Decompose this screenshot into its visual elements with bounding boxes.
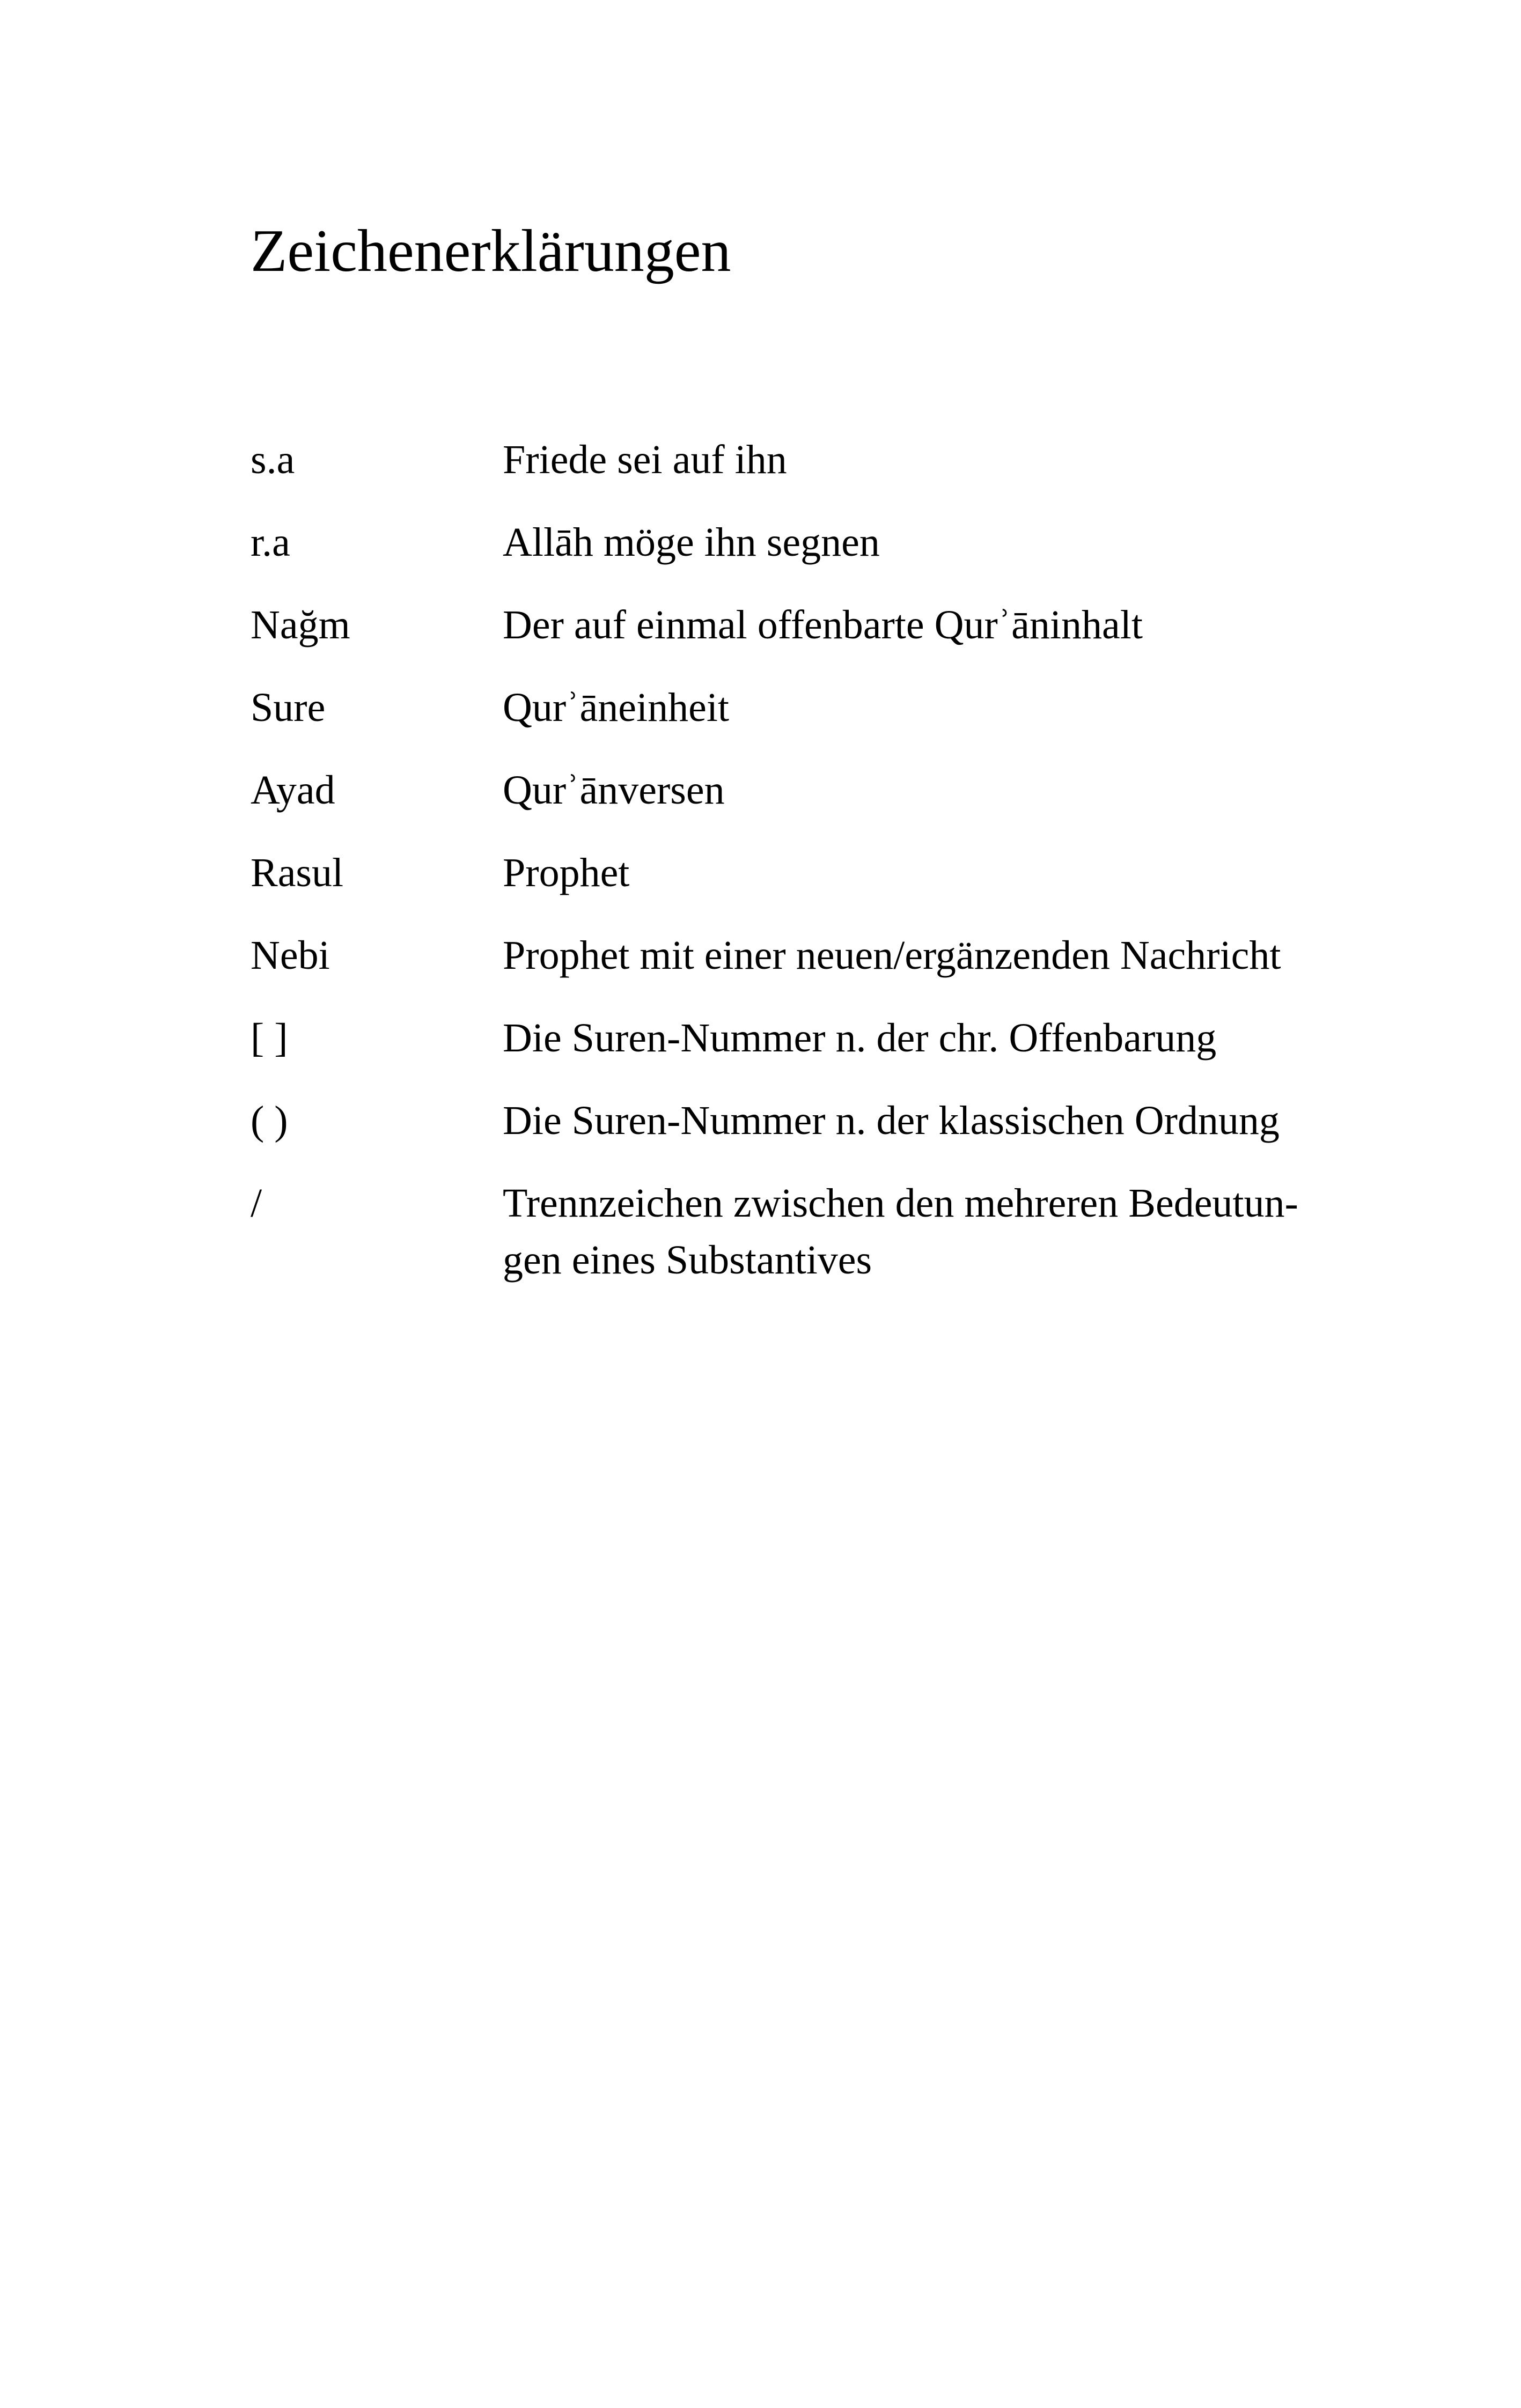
legend-description: Der auf einmal offenbarte Qurʾāninhalt — [503, 602, 1143, 647]
legend-description: Die Suren-Nummer n. der klassischen Ordnung — [503, 1098, 1280, 1143]
legend-description-line: gen eines Substantives — [503, 1238, 872, 1283]
legend-description: Prophet mit einer neuen/ergänzenden Nachricht — [503, 933, 1281, 978]
legend-symbol: Sure — [251, 685, 326, 730]
legend-description: Die Suren-Nummer n. der chr. Offenbarung — [503, 1015, 1217, 1061]
legend-symbol: Nağm — [251, 602, 350, 647]
legend-description: Allāh möge ihn segnen — [503, 520, 880, 565]
page-title: Zeichenerklärungen — [251, 218, 731, 284]
legend-description — [503, 1175, 1340, 1288]
legend-symbol: ( ) — [251, 1098, 288, 1143]
legend-symbol: [ ] — [251, 1015, 288, 1061]
legend-symbol: Nebi — [251, 933, 330, 978]
legend-symbol: r.a — [251, 520, 290, 565]
legend-symbol: / — [251, 1181, 262, 1226]
legend-description: Prophet — [503, 850, 630, 895]
legend-symbol: s.a — [251, 437, 295, 482]
legend-description: Friede sei auf ihn — [503, 437, 787, 482]
legend-description: Qurʾānversen — [503, 768, 725, 813]
legend-symbol: Ayad — [251, 768, 335, 813]
legend-symbol: Rasul — [251, 850, 344, 895]
legend-description-line: Trennzeichen zwischen den mehreren Bedeutun- — [503, 1181, 1298, 1226]
legend-description: Qurʾāneinheit — [503, 685, 730, 730]
